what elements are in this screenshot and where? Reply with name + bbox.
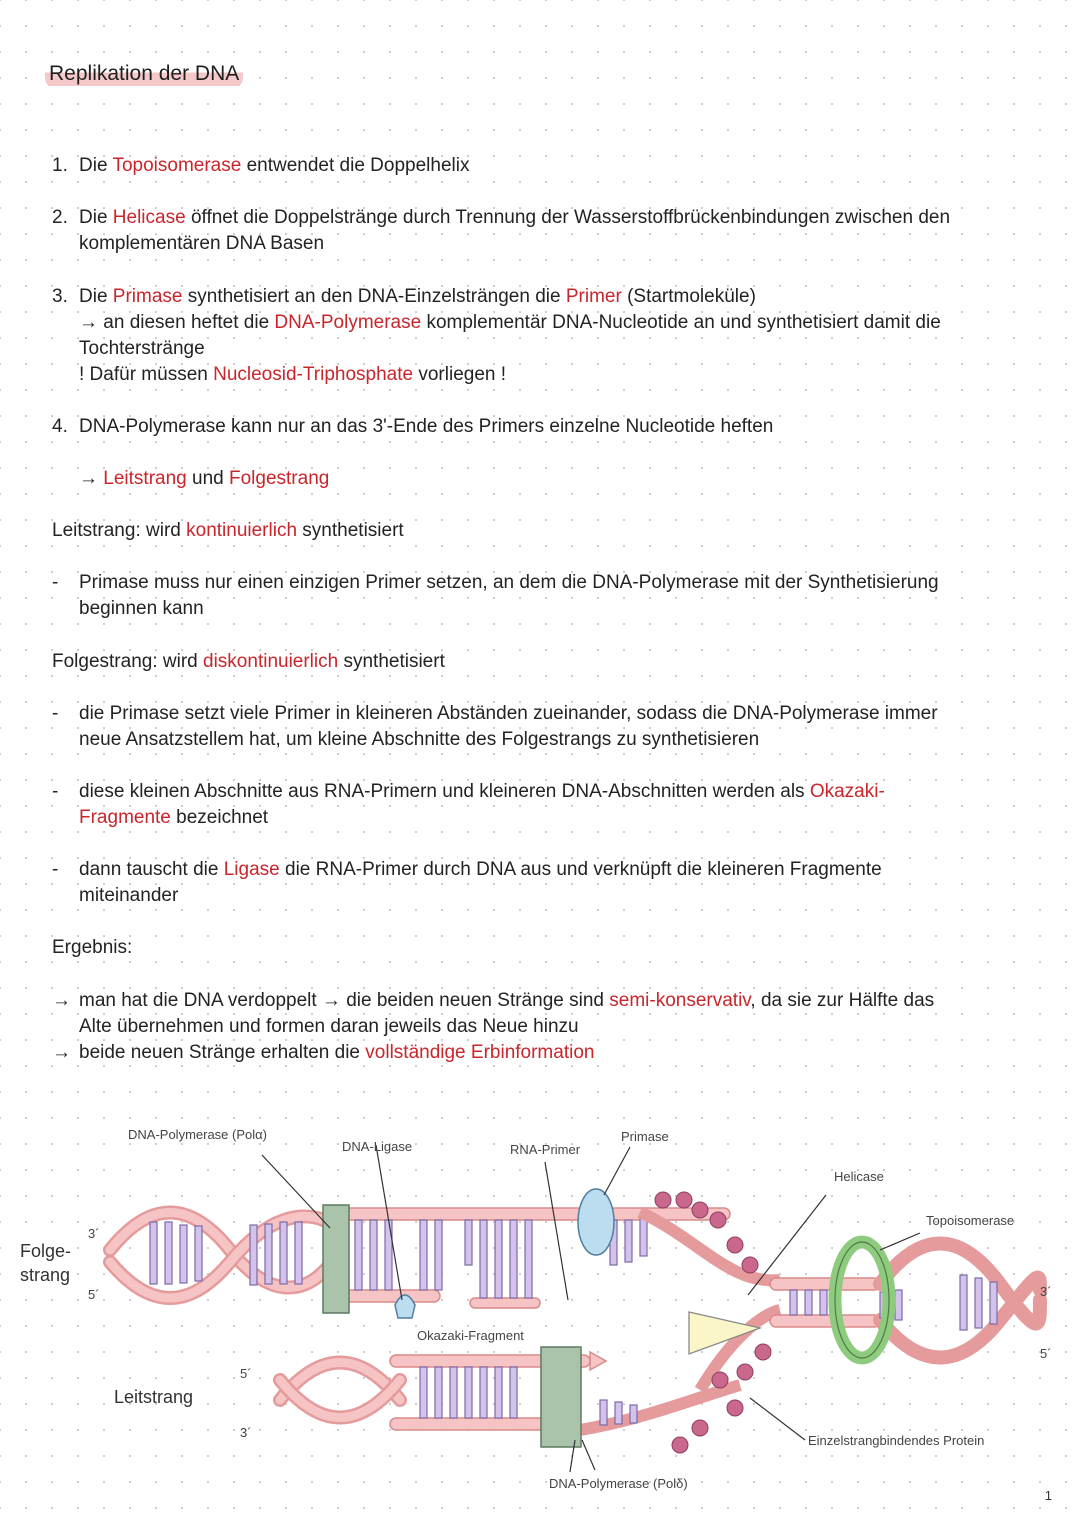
label-dna-ligase: DNA-Ligase	[342, 1139, 413, 1154]
folgestrang-bullet-3: dann tauscht die Ligase die RNA-Primer durch DNA aus und verknüpft die kleineren Fragmente	[79, 859, 882, 880]
label-rna-primer: RNA-Primer	[510, 1142, 581, 1157]
replication-fork-diagram	[0, 1105, 1080, 1525]
label-5-prime-upper: 5´	[88, 1287, 100, 1302]
step-3-number: 3.	[52, 286, 68, 307]
step-1-number: 1.	[52, 155, 68, 176]
step-4-line-2: → Leitstrang und Folgestrang	[79, 468, 330, 489]
ergebnis-arrow-2: →	[52, 1042, 71, 1063]
folgestrang-bullet-2: diese kleinen Abschnitte aus RNA-Primern und kleineren DNA-Abschnitten werden als Okazaki-	[79, 781, 885, 802]
label-polymerase-alpha: DNA-Polymerase (Polα)	[128, 1127, 267, 1142]
leitstrang-bullet: Primase muss nur einen einzigen Primer setzen, an dem die DNA-Polymerase mit der Synthetisierung	[79, 572, 939, 593]
label-3-prime-right: 3´	[1040, 1284, 1052, 1299]
leitstrang-bullet-cont: beginnen kann	[79, 598, 204, 619]
page-title: Replikation der DNA	[45, 60, 243, 88]
label-primase: Primase	[621, 1129, 669, 1144]
step-4-text: DNA-Polymerase kann nur an das 3'-Ende des Primers einzelne Nucleotide heften	[79, 416, 774, 437]
leading-base-pairs	[420, 1367, 637, 1425]
leitstrang-heading: Leitstrang: wird kontinuierlich synthetisiert	[52, 520, 404, 541]
step-3-line-2: → an diesen heftet die DNA-Polymerase komplementär DNA-Nucleotide an und synthetisiert damit die	[79, 312, 941, 333]
step-2-number: 2.	[52, 207, 68, 228]
primase-shape	[578, 1189, 614, 1255]
label-topoisomerase: Topoisomerase	[926, 1213, 1015, 1228]
folgestrang-heading: Folgestrang: wird diskontinuierlich synthetisiert	[52, 651, 445, 672]
leitstrang-dash: -	[52, 572, 59, 593]
folgestrang-dash-3: -	[52, 859, 59, 880]
step-3-line-3: Tochterstränge	[79, 338, 205, 359]
ergebnis-line-1: man hat die DNA verdoppelt → die beiden neuen Stränge sind semi-konservativ, da sie zur Hälfte das	[79, 990, 935, 1011]
label-leitstrang: Leitstrang	[114, 1387, 194, 1407]
ergebnis-line-1-cont: Alte übernehmen und formen daran jeweils das Neue hinzu	[79, 1016, 579, 1037]
label-3-prime-lower: 3´	[240, 1425, 252, 1440]
label-ssb: Einzelstrangbindendes Protein	[808, 1433, 985, 1448]
polymerase-alpha-shape	[323, 1205, 349, 1313]
step-3-line-4: ! Dafür müssen Nucleosid-Triphosphate vorliegen !	[79, 364, 507, 385]
label-polymerase-delta: DNA-Polymerase (Polδ)	[549, 1476, 688, 1491]
step-3-text: Die Primase synthetisiert an den DNA-Einzelsträngen die Primer (Startmoleküle)	[79, 286, 756, 307]
label-3-prime-upper: 3´	[88, 1226, 100, 1241]
page-number: 1	[1044, 1488, 1052, 1503]
step-2-text-cont: komplementären DNA Basen	[79, 233, 325, 254]
folgestrang-bullet-1-cont: neue Ansatzstellem hat, um kleine Abschnitte des Folgestrangs zu synthetisieren	[79, 729, 760, 750]
ergebnis-arrow-1: →	[52, 990, 71, 1011]
polymerase-delta-shape	[541, 1347, 581, 1447]
label-folgestrang-2: strang	[20, 1265, 71, 1285]
step-4-number: 4.	[52, 416, 68, 437]
label-5-prime-lower: 5´	[240, 1366, 252, 1381]
folgestrang-bullet-3-cont: miteinander	[79, 885, 179, 906]
ergebnis-line-2: beide neuen Stränge erhalten die vollständige Erbinformation	[79, 1042, 595, 1063]
folgestrang-bullet-1: die Primase setzt viele Primer in kleineren Abständen zueinander, sodass die DNA-Polymerase immer	[79, 703, 938, 724]
label-5-prime-right: 5´	[1040, 1346, 1052, 1361]
step-2-text: Die Helicase öffnet die Doppelstränge durch Trennung der Wasserstoffbrückenbindungen zwischen den	[79, 207, 951, 228]
label-folgestrang-1: Folge-	[20, 1241, 72, 1261]
folgestrang-dash-1: -	[52, 703, 59, 724]
ergebnis-heading: Ergebnis:	[52, 937, 133, 958]
label-helicase: Helicase	[834, 1169, 884, 1184]
folgestrang-dash-2: -	[52, 781, 59, 802]
folgestrang-bullet-2-cont: Fragmente bezeichnet	[79, 807, 269, 828]
label-okazaki-fragment: Okazaki-Fragment	[417, 1328, 524, 1343]
step-1-text: Die Topoisomerase entwendet die Doppelhelix	[79, 155, 470, 176]
